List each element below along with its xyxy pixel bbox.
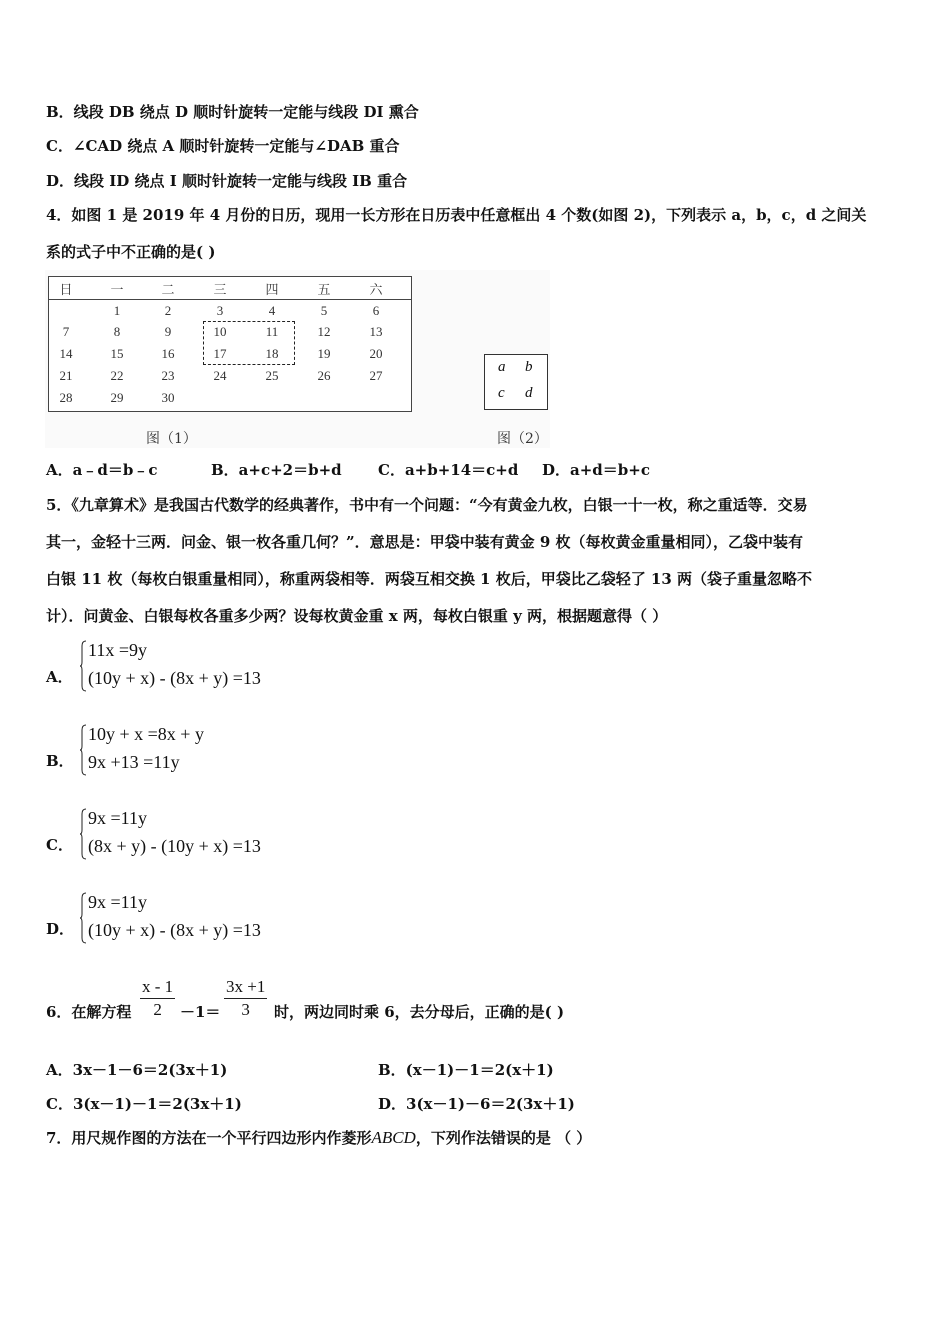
q5-option-c-label: C．: [46, 836, 73, 854]
q3-option-d: D．线段 ID 绕点 I 顺时针旋转一定能与线段 IB 重合: [46, 172, 408, 190]
brace-icon: [80, 808, 87, 860]
q4-option-d: D．a+d＝b+c: [542, 461, 650, 479]
calendar-day-cell: 10: [213, 324, 227, 339]
q5-a-eq2: (10y + x) - (8x + y) =13: [88, 668, 261, 688]
letter-c: c: [498, 385, 505, 401]
calendar-header-cell: 日: [59, 282, 73, 297]
april-2019-calendar: [48, 276, 412, 412]
calendar-day-cell: 18: [265, 346, 279, 361]
q7-suffix: ，下列作法错误的是 （ ）: [415, 1129, 592, 1147]
q5-stem-line4: 计）．问黄金、白银每枚各重多少两？设每枚黄金重 x 两，每枚白银重 y 两，根据题意得（ ）: [46, 607, 668, 625]
q5-stem-line1: 5．《九章算术》是我国古代数学的经典著作，书中有一个问题：“今有黄金九枚，白银一十一枚，称之重适等．交易: [46, 496, 808, 514]
calendar-day-cell: 4: [268, 303, 276, 318]
q5-a-eq1: 11x =9y: [88, 640, 147, 660]
q6-fraction-2: [224, 976, 267, 1021]
q6-option-d: D．3(x－1)－6＝2(3x＋1): [378, 1095, 575, 1113]
q6-fraction-1: [140, 976, 175, 1021]
q5-stem-line3: 白银 11 枚（每枚白银重量相同），称重两袋相等．两袋互相交换 1 枚后，甲袋比乙袋轻了 13 两（袋子重量忽略不: [46, 570, 813, 588]
calendar-header-cell: 六: [369, 282, 383, 297]
q7-shape-name: ABCD: [371, 1128, 416, 1147]
q5-option-d-label: D．: [46, 920, 75, 938]
calendar-day-cell: 13: [369, 324, 383, 339]
q6-suffix: 时，两边同时乘 6，去分母后，正确的是( ): [274, 1003, 565, 1021]
q5-option-b-label: B．: [46, 752, 74, 770]
calendar-day-cell: 3: [216, 303, 224, 318]
calendar-day-cell: 1: [113, 303, 121, 318]
q6-middle: －1＝: [180, 1003, 221, 1021]
calendar-day-cell: 16: [161, 346, 175, 361]
letter-a: a: [498, 359, 506, 375]
q4-option-b: B．a+c+2＝b+d: [211, 461, 342, 479]
calendar-day-cell: 30: [161, 390, 175, 405]
q6-prefix: 6．在解方程: [46, 1003, 132, 1021]
calendar-day-cell: 26: [317, 368, 331, 383]
calendar-day-cell: 6: [372, 303, 380, 318]
calendar-day-cell: 12: [317, 324, 331, 339]
calendar-day-cell: 8: [113, 324, 121, 339]
q4-option-c: C．a+b+14＝c+d: [378, 461, 519, 479]
figure-1-caption: 图（1）: [146, 431, 197, 447]
q4-option-a: A．a﹣d＝b﹣c: [46, 461, 158, 479]
q6-option-c: C．3(x－1)－1＝2(3x＋1): [46, 1095, 242, 1113]
q5-b-eq2: 9x +13 =11y: [88, 752, 180, 772]
letter-d: d: [525, 385, 533, 401]
q7-stem: [46, 1128, 591, 1148]
calendar-header-cell: 三: [213, 282, 227, 297]
figure-2-box: [484, 354, 548, 410]
q3-option-b: B．线段 DB 绕点 D 顺时针旋转一定能与线段 DI 熏合: [46, 103, 419, 121]
calendar-day-cell: 2: [164, 303, 172, 318]
letter-b: b: [525, 359, 533, 375]
calendar-day-cell: 21: [59, 368, 73, 383]
calendar-day-cell: 15: [110, 346, 124, 361]
q5-b-eq1: 10y + x =8x + y: [88, 724, 204, 744]
brace-icon: [80, 640, 87, 692]
q5-d-eq2: (10y + x) - (8x + y) =13: [88, 920, 261, 940]
calendar-day-cell: 9: [164, 324, 172, 339]
calendar-header-cell: 四: [265, 282, 279, 297]
calendar-day-cell: 17: [213, 346, 227, 361]
fraction-2-numerator: 3x +1: [224, 976, 267, 999]
calendar-day-cell: 25: [265, 368, 279, 383]
brace-icon: [80, 892, 87, 944]
fraction-1-numerator: x - 1: [140, 976, 175, 999]
q5-c-eq2: (8x + y) - (10y + x) =13: [88, 836, 261, 856]
brace-icon: [80, 724, 87, 776]
calendar-day-cell: 11: [265, 324, 279, 339]
calendar-day-cell: 5: [320, 303, 328, 318]
q4-stem-line1: 4．如图 1 是 2019 年 4 月份的日历，现用一长方形在日历表中任意框出 4 个数(如图 2)，下列表示 a，b，c，d 之间关: [46, 206, 867, 224]
calendar-day-cell: 14: [59, 346, 73, 361]
calendar-day-cell: 20: [369, 346, 383, 361]
calendar-day-cell: 28: [59, 390, 73, 405]
q5-c-eq1: 9x =11y: [88, 808, 147, 828]
calendar-day-cell: 27: [369, 368, 383, 383]
fraction-2-denominator: 3: [241, 1000, 250, 1019]
calendar-header-cell: 一: [110, 282, 124, 297]
calendar-header-cell: 二: [161, 282, 175, 297]
calendar-header-cell: 五: [317, 282, 331, 297]
calendar-day-cell: 23: [161, 368, 175, 383]
calendar-day-cell: 19: [317, 346, 331, 361]
calendar-day-cell: 24: [213, 368, 227, 383]
q3-option-c: C．∠CAD 绕点 A 顺时针旋转一定能与∠DAB 重合: [46, 137, 400, 155]
q5-d-eq1: 9x =11y: [88, 892, 147, 912]
fraction-1-denominator: 2: [153, 1000, 162, 1019]
q4-stem-line2: 系的式子中不正确的是( ): [46, 243, 216, 261]
q6-option-a: A．3x－1－6＝2(3x＋1): [46, 1061, 228, 1079]
q5-option-a-label: A．: [46, 668, 73, 686]
figure-2-caption: 图（2）: [497, 431, 548, 447]
selection-rectangle: [203, 321, 295, 365]
calendar-day-cell: 22: [110, 368, 124, 383]
q5-stem-line2: 其一，金轻十三两．问金、银一枚各重几何？”．意思是：甲袋中装有黄金 9 枚（每枚黄金重量相同），乙袋中装有: [46, 533, 804, 551]
q7-prefix: 7．用尺规作图的方法在一个平行四边形内作菱形: [46, 1129, 372, 1147]
calendar-day-cell: 7: [62, 324, 70, 339]
calendar-day-cell: 29: [110, 390, 124, 405]
q6-option-b: B．(x－1)－1＝2(x＋1): [378, 1061, 554, 1079]
